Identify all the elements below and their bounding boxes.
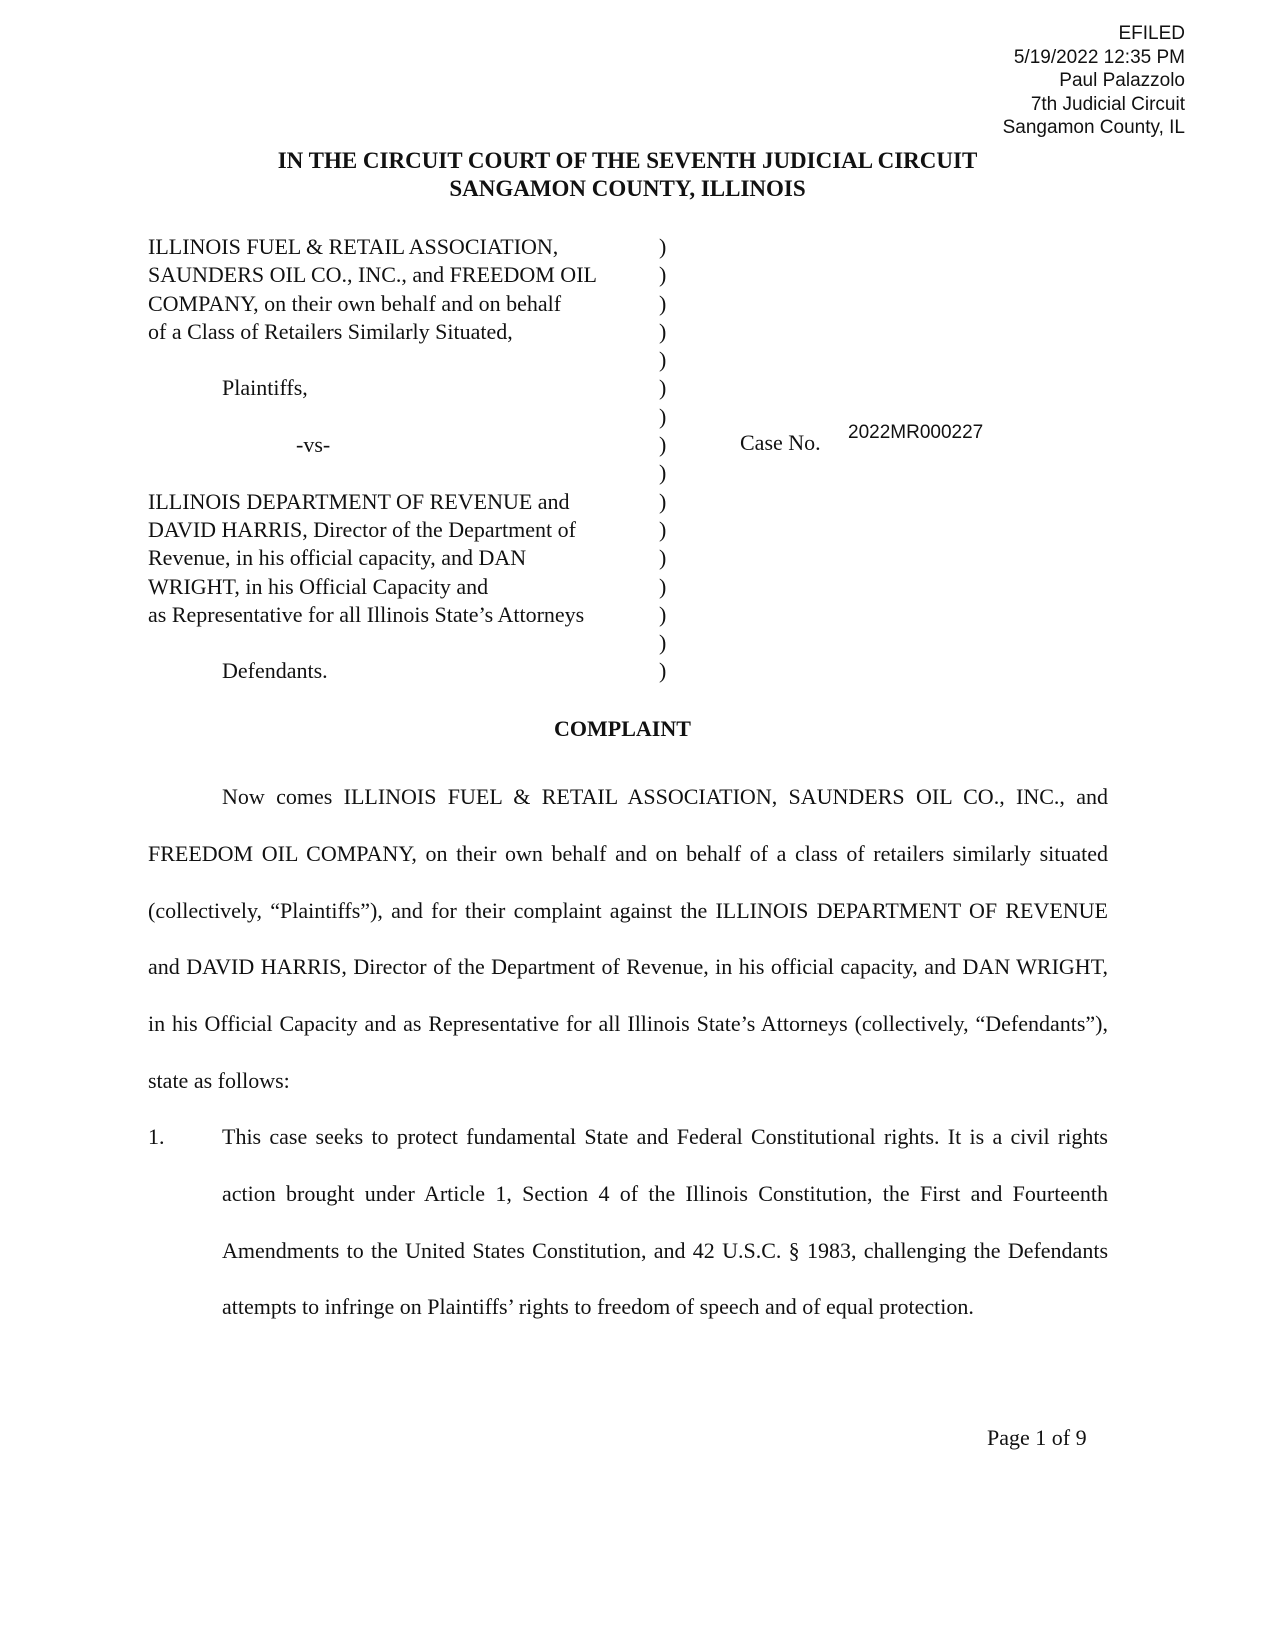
case-number: 2022MR000227	[848, 422, 984, 443]
versus-label: -vs-	[296, 432, 331, 458]
caption-parentheses	[659, 233, 666, 686]
court-header	[0, 147, 1265, 203]
page-number: Page 1 of 9	[987, 1425, 1087, 1450]
intro-section	[148, 769, 1108, 1110]
case-caption	[148, 233, 688, 686]
numbered-paragraph	[148, 1109, 1108, 1336]
plaintiffs-label: Plaintiffs,	[222, 375, 308, 401]
caption-spacer	[148, 629, 688, 657]
efile-stamp	[1003, 22, 1185, 140]
paragraph-text: This case seeks to protect fundamental State and Federal Constitutional rights. It is a civil rights action brought under Article 1, Section 4 of the Illinois Constitution, the First and Fourteenth Amendments to the United States Constitution, and 42 U.S.C. § 1983, challenging the Defendants attempts to infringe on Plaintiffs’ rights to freedom of speech and of equal protection.	[222, 1124, 1108, 1320]
court-header-line2: SANGAMON COUNTY, ILLINOIS	[449, 176, 806, 201]
efile-circuit: 7th Judicial Circuit	[1030, 93, 1185, 115]
intro-paragraph: Now comes ILLINOIS FUEL & RETAIL ASSOCIATION, SAUNDERS OIL CO., INC., and FREEDOM OIL COMPANY, on their own behalf and on behalf of a class of retailers similarly situated (collectively, “Plaintiffs”), and for their complaint against the ILLINOIS DEPARTMENT OF REVENUE and DAVID HARRIS, Director of the Department of Revenue, in his official capacity, and DAN WRIGHT, in his Official Capacity and as Representative for all Illinois State’s Attorneys (collectively, “Defendants”), state as follows:	[148, 784, 1108, 1093]
defendant-line: WRIGHT, in his Official Capacity and	[148, 573, 489, 599]
case-number-label: Case No.	[740, 430, 821, 455]
caption-paren: )	[659, 234, 667, 259]
efile-clerk: Paul Palazzolo	[1059, 70, 1185, 91]
plaintiff-line: SAUNDERS OIL CO., INC., and FREEDOM OIL	[148, 262, 597, 288]
plaintiff-line: of a Class of Retailers Similarly Situated,	[148, 318, 513, 344]
paragraph-number: 1.	[148, 1124, 165, 1149]
caption-paren: )	[659, 262, 667, 288]
defendants-label: Defendants.	[222, 658, 328, 684]
document-title: COMPLAINT	[554, 716, 691, 741]
caption-spacer	[148, 403, 688, 431]
efile-county: Sangamon County, IL	[1002, 117, 1185, 138]
caption-paren: )	[659, 658, 667, 684]
caption-paren: )	[659, 488, 667, 514]
efile-datetime: 5/19/2022 12:35 PM	[1013, 46, 1185, 68]
caption-paren: )	[659, 630, 667, 656]
caption-paren: )	[659, 516, 667, 542]
caption-paren: )	[659, 573, 667, 599]
defendant-line: ILLINOIS DEPARTMENT OF REVENUE and	[148, 488, 570, 514]
defendant-line: Revenue, in his official capacity, and DAN	[148, 545, 527, 571]
caption-paren: )	[659, 290, 667, 316]
caption-paren: )	[659, 318, 667, 344]
caption-paren: )	[659, 347, 667, 373]
caption-paren: )	[659, 460, 667, 486]
caption-spacer	[148, 346, 688, 374]
defendant-line: as Representative for all Illinois State’s Attorneys	[148, 601, 585, 627]
plaintiff-line: ILLINOIS FUEL & RETAIL ASSOCIATION,	[148, 234, 559, 259]
defendant-line: DAVID HARRIS, Director of the Department of	[148, 516, 576, 542]
caption-paren: )	[659, 432, 667, 458]
court-header-line1: IN THE CIRCUIT COURT OF THE SEVENTH JUDICIAL CIRCUIT	[277, 148, 978, 173]
caption-paren: )	[659, 403, 667, 429]
caption-paren: )	[659, 601, 667, 627]
caption-paren: )	[659, 545, 667, 571]
efile-status: EFILED	[1118, 23, 1185, 44]
caption-spacer	[148, 459, 688, 487]
caption-paren: )	[659, 375, 667, 401]
plaintiff-line: COMPANY, on their own behalf and on behalf	[148, 290, 562, 316]
